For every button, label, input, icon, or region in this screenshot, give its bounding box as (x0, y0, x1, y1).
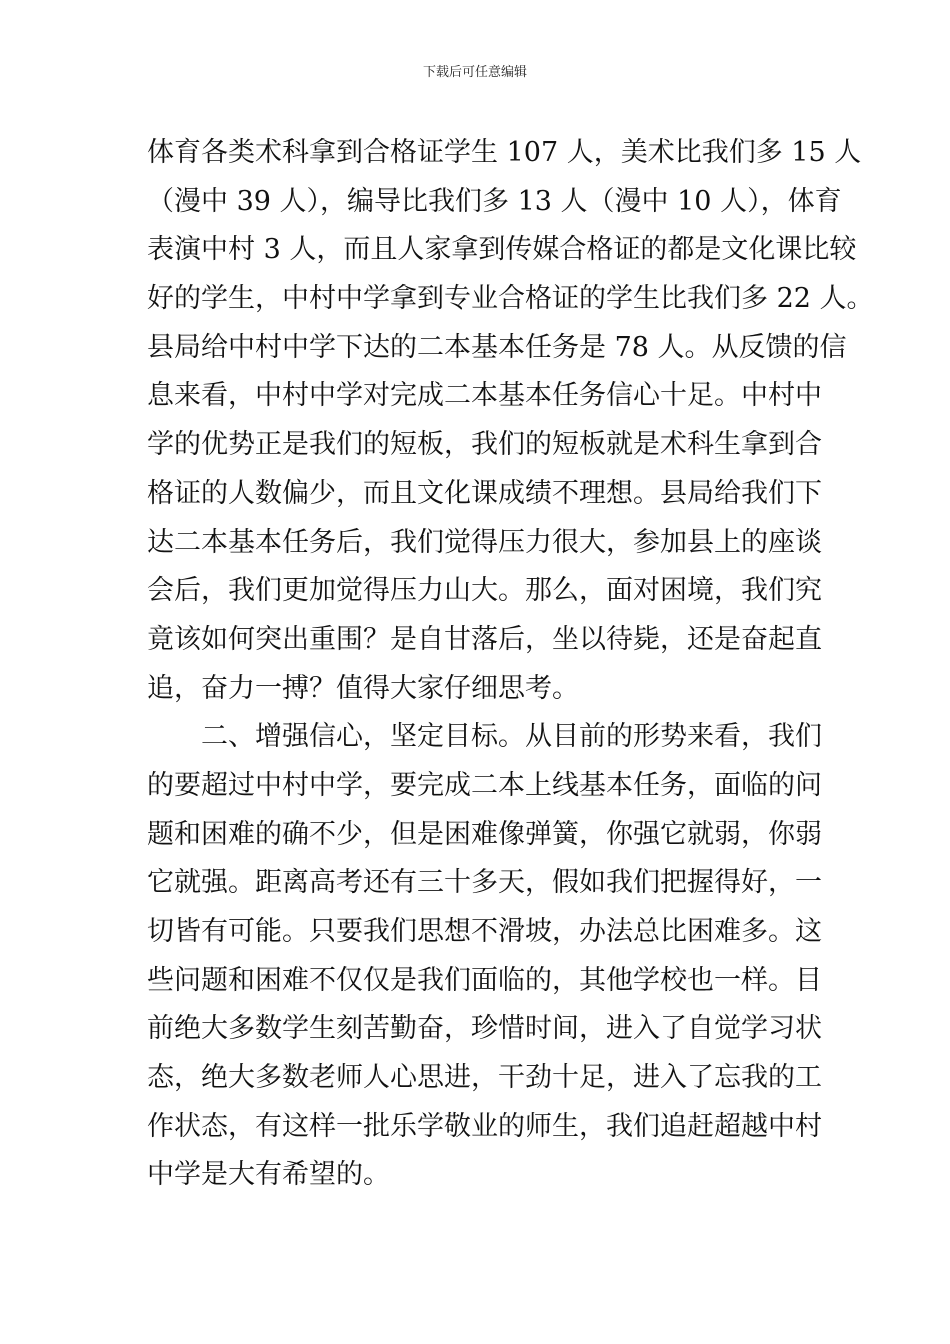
text-line: 表演中村 3 人，而且人家拿到传媒合格证的都是文化课比较 (147, 234, 857, 266)
text-line: 追，奋力一搏？值得大家仔细思考。 (147, 672, 579, 704)
paragraph (147, 713, 827, 1200)
text-line: 达二本基本任务后，我们觉得压力很大，参加县上的座谈 (147, 526, 822, 558)
text-line: 的要超过中村中学，要完成二本上线基本任务，面临的问 (147, 769, 822, 801)
paragraph (147, 129, 874, 713)
text-line: 作状态，有这样一批乐学敬业的师生，我们追赶超越中村 (147, 1110, 822, 1142)
text-line: 县局给中村中学下达的二本基本任务是 78 人。从反馈的信 (147, 331, 847, 363)
text-line: 前绝大多数学生刻苦勤奋，珍惜时间，进入了自觉学习状 (147, 1013, 822, 1045)
text-line: （漫中 39 人），编导比我们多 13 人（漫中 10 人），体育 (147, 185, 842, 217)
text-line: 些问题和困难不仅仅是我们面临的，其他学校也一样。目 (147, 964, 822, 996)
text-line: 题和困难的确不少，但是困难像弹簧，你强它就弱，你弱 (147, 818, 822, 850)
text-line: 好的学生，中村中学拿到专业合格证的学生比我们多 22 人。 (147, 283, 874, 315)
text-line: 体育各类术科拿到合格证学生 107 人，美术比我们多 15 人 (147, 137, 862, 168)
text-line: 切皆有可能。只要我们思想不滑坡，办法总比困难多。这 (147, 916, 822, 947)
text-line: 竟该如何突出重围？是自甘落后，坐以待毙，还是奋起直 (147, 623, 822, 655)
page-header: 下载后可任意编辑 (422, 65, 527, 80)
document-body (147, 129, 874, 1200)
text-line: 格证的人数偏少，而且文化课成绩不理想。县局给我们下 (147, 477, 822, 509)
text-line: 息来看，中村中学对完成二本基本任务信心十足。中村中 (147, 380, 822, 412)
text-line: 中学是大有希望的。 (147, 1159, 390, 1191)
text-line: 它就强。距离高考还有三十多天，假如我们把握得好，一 (147, 867, 822, 899)
text-line: 态，绝大多数老师人心思进，干劲十足，进入了忘我的工 (147, 1062, 822, 1094)
text-line: 会后，我们更加觉得压力山大。那么，面对困境，我们究 (147, 575, 822, 607)
text-line: 二、增强信心，坚定目标。从目前的形势来看，我们 (201, 721, 822, 753)
text-line: 学的优势正是我们的短板，我们的短板就是术科生拿到合 (147, 429, 822, 461)
